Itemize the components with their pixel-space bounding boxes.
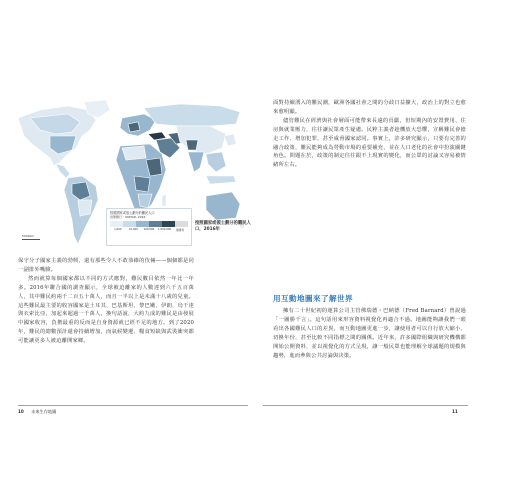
right-page-body-top [273, 99, 466, 170]
legend-tick: 10,000 [128, 228, 138, 231]
legend-tick: 1,000,000 [157, 228, 172, 231]
legend-swatch [162, 221, 175, 227]
legend-source: 世界銀行・UNHCR, 2016 [110, 215, 146, 219]
legend-tick: 1,000 [114, 228, 122, 231]
map-legend [106, 208, 192, 246]
left-page-number: 10 [18, 409, 24, 414]
scale-bar [22, 239, 40, 240]
section-heading: 用互動地圖來了解世界 [273, 294, 353, 303]
legend-title: 按照國家或領土劃分的難民人口 [110, 211, 155, 215]
legend-tick: 無資料 [176, 229, 185, 232]
figure-caption: 按照國家或領土劃分的難民人口，2016年 [195, 221, 251, 233]
legend-color-bar [110, 221, 188, 227]
paragraph: 儘管難民在經濟與社會層面可能帶來長遠的貢獻，但短期內的安置費用、住房與就業壓力，往往讓民眾產生疑慮。民粹主義者趁機放大恐懼，宣稱難民會搶走工作、增加犯罪，甚至威脅國家認同。事實上，許多研究顯示，只要有完善的融合政策，難民能夠成為勞動市場的重要補充，並在人口老化的社會中扮演關鍵角色。問題在於，政策的制定往往跟不上現實的變化，而公眾的討論又容易被情緒所左右。 [273, 117, 466, 169]
footer-rule-left [18, 405, 248, 406]
legend-tick: 100,000 [143, 228, 155, 231]
left-footer [18, 409, 56, 415]
legend-swatch [123, 221, 136, 227]
paragraph: 然而就算每個國家都以不同的方式應對，難民數目依然一年比一年多。2016年聯合國的調查顯示，全球被迫離家的人數達到六千五百萬人，其中難民約兩千二百五十萬人，而且一半以上是未滿十八歲的兒童。這些難民最主要的收容國家是土耳其、巴基斯坦、黎巴嫩、伊朗、烏干達與衣索比亞，加起來超過一千萬人。換句話說，大約九成的難民是由發展中國家收容，負擔最重的反而是自身資源就已經不足的地方。到了2020年，難民的總數預計還會持續增加，而氣候變遷、糧食短缺與武裝衝突都可能讓更多人被迫離開家鄉。 [18, 275, 194, 345]
paragraph: 擁有二十世紀初的運算公司主管佛瑞德・巴納德（Fred Barnard）曾說過「一圖勝千言」。這句話用來形容資料視覺化再適合不過。地圖能夠讓我們一眼看出各國難民人口的差異，而互動地圖更進一步，讓使用者可以自行放大縮小、切換年份，甚至比較不同指標之間的關係。近年來，許多國際組織與研究機構都開始公開資料，並以視覺化的方式呈現，讓一般民眾也能理解全球議題的規模與趨勢，進而參與公共討論與決策。 [273, 308, 466, 359]
paragraph: 面對持續湧入的難民潮，歐洲各國社會之間的分歧日益擴大，政治上的對立也愈來愈明顯。 [273, 100, 466, 115]
paragraph: 保守分子國家主義的勃興，還有那些令人不敢恭維的伎倆——個個都是同一副排外嘴臉。 [18, 258, 194, 273]
book-title: 未來生存地圖 [31, 409, 57, 414]
legend-swatch [110, 221, 123, 227]
right-page-body-bottom [273, 307, 466, 360]
left-page-body [18, 257, 194, 346]
legend-swatch [136, 221, 149, 227]
legend-swatch [175, 221, 188, 227]
footer-rule-right [263, 405, 468, 406]
legend-swatch [149, 221, 162, 227]
scale-label: 5000km [22, 234, 35, 238]
legend-ticks [110, 228, 188, 232]
map-scale [22, 234, 40, 240]
right-page-number: 11 [452, 409, 458, 414]
